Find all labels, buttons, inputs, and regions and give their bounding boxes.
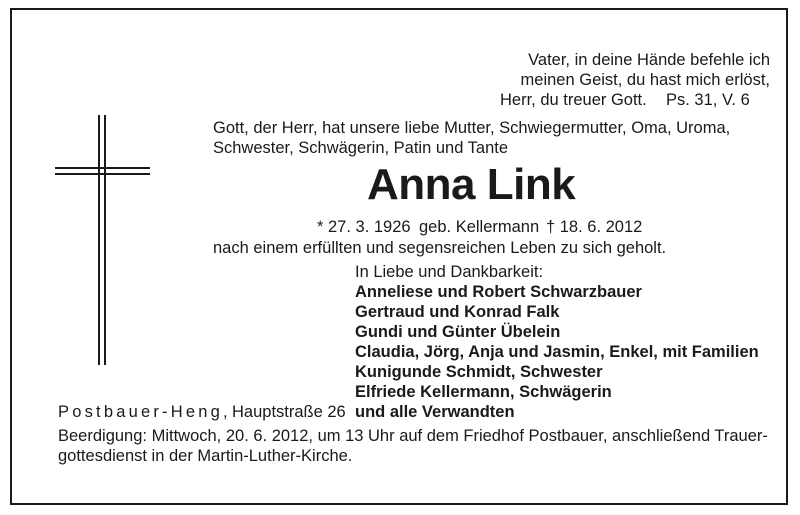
mourner-name: Claudia, Jörg, Anja und Jasmin, Enkel, mit Familien [355,343,759,361]
mourner-name: Gundi und Günter Übelein [355,323,561,341]
mourner-name: Anneliese und Robert Schwarzbauer [355,283,642,301]
mourner-name: Elfriede Kellermann, Schwägerin [355,383,612,401]
psalm-line-3: Herr, du treuer Gott. [500,91,647,109]
maiden-name: geb. Kellermann [419,218,540,236]
psalm-reference: Ps. 31, V. 6 [666,91,750,109]
intro-line-2: Schwester, Schwägerin, Patin und Tante [213,139,509,157]
intro-line-1: Gott, der Herr, hat unsere liebe Mutter, Schwiegermutter, Oma, Uroma, [213,119,731,137]
address-place: Postbauer-Heng, [58,403,231,421]
funeral-line-2: gottesdienst in der Martin-Luther-Kirche. [58,447,353,465]
funeral-line-1: Beerdigung: Mittwoch, 20. 6. 2012, um 13 Uhr auf dem Friedhof Postbauer, anschließend Trauer- [58,427,768,445]
mourners-heading: In Liebe und Dankbarkeit: [355,263,544,281]
deceased-name: Anna Link [367,160,576,209]
death-date: † 18. 6. 2012 [546,218,643,236]
cross-icon [55,115,155,370]
address-street: Hauptstraße 26 [232,403,346,421]
mourner-name: Kunigunde Schmidt, Schwester [355,363,603,381]
psalm-line-2: meinen Geist, du hast mich erlöst, [520,71,770,89]
birth-date: * 27. 3. 1926 [317,218,411,236]
closing-line: nach einem erfüllten und segensreichen Leben zu sich geholt. [213,239,667,257]
psalm-line-1: Vater, in deine Hände befehle ich [528,51,770,69]
mourner-name: und alle Verwandten [355,403,515,421]
mourner-name: Gertraud und Konrad Falk [355,303,560,321]
